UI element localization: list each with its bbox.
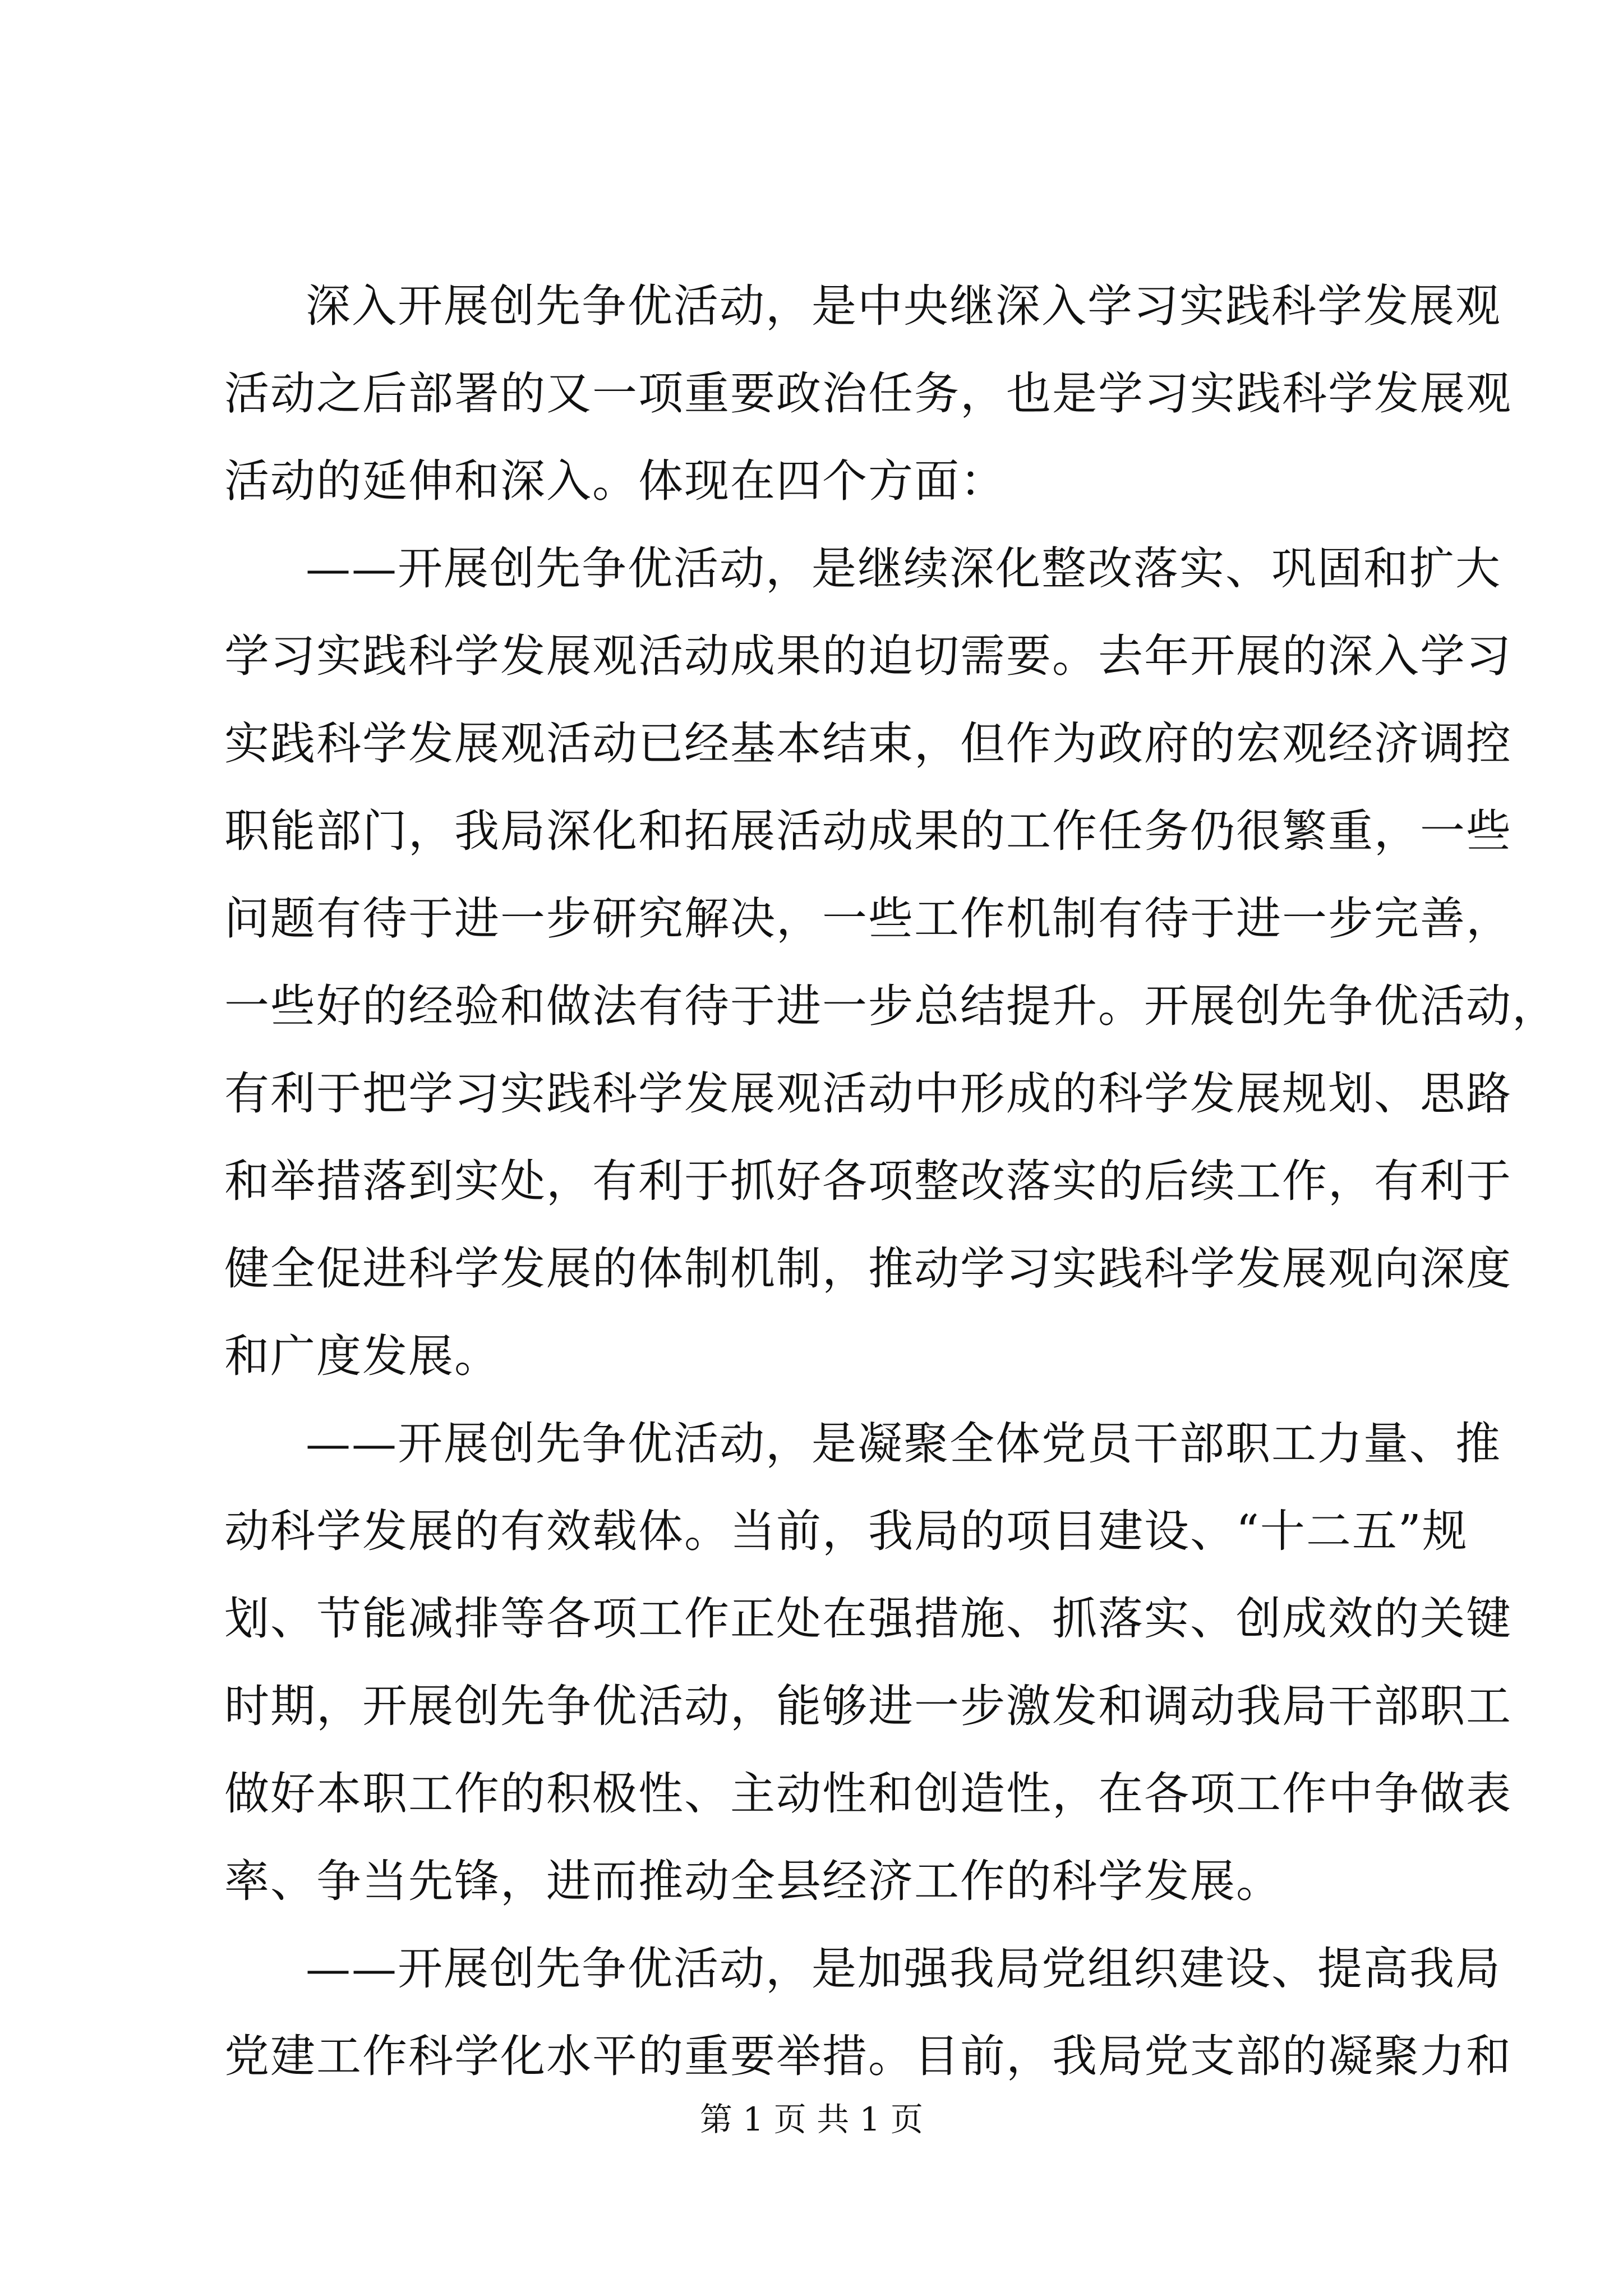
text-line: 问题有待于进一步研究解决，一些工作机制有待于进一步完善， xyxy=(224,892,1512,945)
text-line: ——开展创先争优活动，是加强我局党组织建设、提高我局 xyxy=(306,1943,1501,1995)
text-line: 和举措落到实处，有利于抓好各项整改落实的后续工作，有利于 xyxy=(224,1155,1512,1207)
text-line: 动科学发展的有效载体。当前，我局的项目建设、“十二五”规 xyxy=(224,1505,1468,1557)
text-line: 健全促进科学发展的体制机制，推动学习实践科学发展观向深度 xyxy=(224,1243,1512,1295)
document-body xyxy=(224,263,1558,2100)
text-line: 活动之后部署的又一项重要政治任务，也是学习实践科学发展观 xyxy=(224,367,1512,420)
text-line: 划、节能减排等各项工作正处在强措施、抓落实、创成效的关键 xyxy=(224,1593,1512,1645)
paragraph-intro xyxy=(224,263,1512,525)
text-line: 时期，开展创先争优活动，能够进一步激发和调动我局干部职工 xyxy=(224,1680,1512,1732)
text-line: 深入开展创先争优活动，是中央继深入学习实践科学发展观 xyxy=(306,280,1501,332)
page-number-label: 第 1 页 共 1 页 xyxy=(700,2100,923,2138)
text-line: 和广度发展。 xyxy=(224,1330,500,1382)
text-line: 实践科学发展观活动已经基本结束，但作为政府的宏观经济调控 xyxy=(224,717,1512,770)
paragraph-point-3 xyxy=(224,1925,1512,2100)
text-line: 学习实践科学发展观活动成果的迫切需要。去年开展的深入学习 xyxy=(224,630,1512,682)
text-line: 做好本职工作的积极性、主动性和创造性，在各项工作中争做表 xyxy=(224,1768,1512,1820)
text-line: 率、争当先锋，进而推动全县经济工作的科学发展。 xyxy=(224,1855,1282,1907)
page-footer xyxy=(0,2097,1623,2142)
text-line: 职能部门，我局深化和拓展活动成果的工作任务仍很繁重，一些 xyxy=(224,805,1512,857)
text-line: 有利于把学习实践科学发展观活动中形成的科学发展规划、思路 xyxy=(224,1068,1512,1120)
text-line: 党建工作科学化水平的重要举措。目前，我局党支部的凝聚力和 xyxy=(224,2030,1512,2082)
text-line: 活动的延伸和深入。体现在四个方面： xyxy=(224,455,1006,507)
paragraph-point-2 xyxy=(224,1400,1512,1925)
text-line: ——开展创先争优活动，是凝聚全体党员干部职工力量、推 xyxy=(306,1418,1501,1470)
text-line: 一些好的经验和做法有待于进一步总结提升。开展创先争优活动， xyxy=(224,980,1558,1032)
paragraph-point-1 xyxy=(224,525,1558,1400)
text-line: ——开展创先争优活动，是继续深化整改落实、巩固和扩大 xyxy=(306,542,1501,595)
